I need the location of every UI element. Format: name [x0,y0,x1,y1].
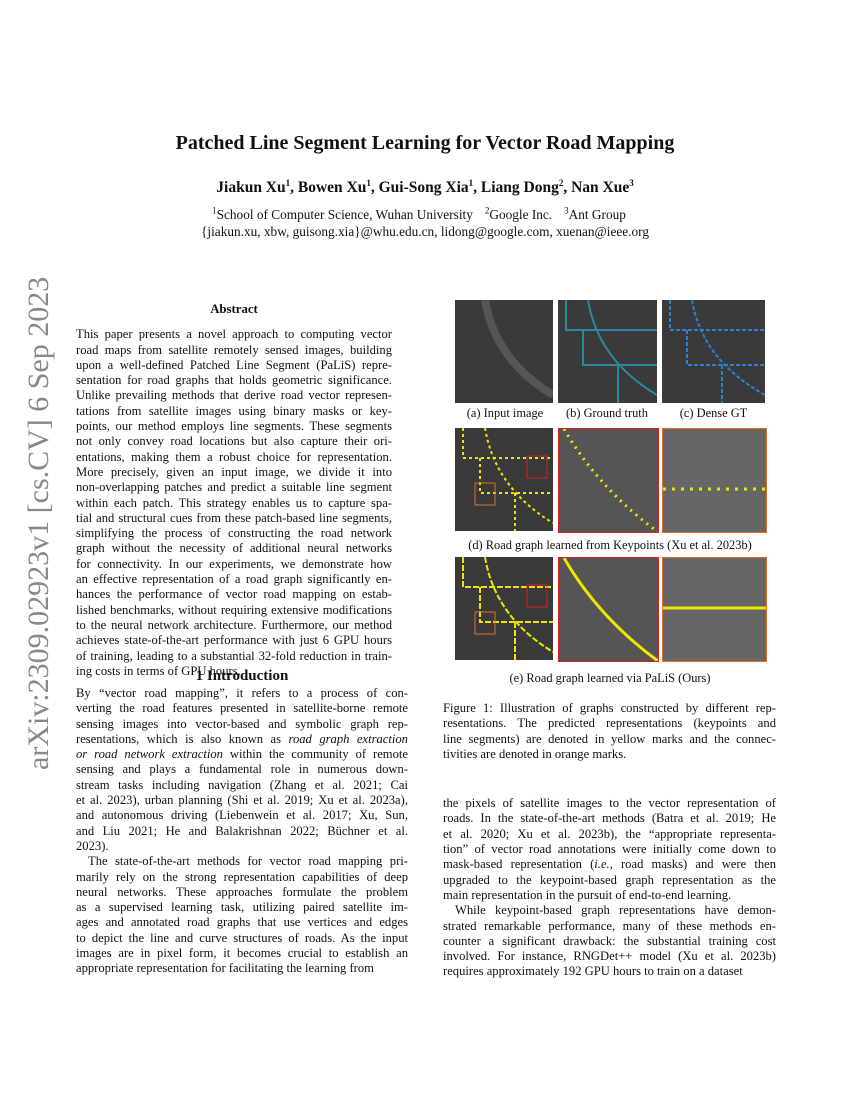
intro-paragraph-2 [76,854,408,976]
text-line: achieves state-of-the-art performance with just 6 GPU hours [76,633,392,648]
text-line: This paper presents a novel approach to computing vector [76,327,392,342]
text-line: sensing and plays a fundamental role in numerous down- [76,762,408,777]
figure-1-caption [443,701,776,762]
text-line: sensing images into vector-based and symbolic graph rep- [76,716,408,731]
text-line: neural networks. These approaches formulate the problem [76,884,408,899]
text-line: hances the performance of vector road mapping on estab- [76,587,392,602]
text-line: mask-based representation (i.e., road masks) and were then [443,857,777,872]
text-line: for connectivity. In our experiments, we demonstrate how [76,556,392,571]
right-paragraph-1 [443,796,776,903]
text-line: Unlike prevailing methods that derive road vector represen- [76,388,392,403]
text-line: The state-of-the-art methods for vector road mapping pri- [88,854,408,869]
text-line: By “vector road mapping”, it refers to a process of con- [76,686,408,700]
abstract-body [76,327,392,679]
figure-keypoints-zoom-orange [662,428,767,533]
intro-paragraph-1 [76,686,408,854]
text-line: verting the road features presented in satellite-borne remote [76,701,408,716]
figure-dense-gt [662,300,765,403]
author-name: Jiakun Xu$^1$ [216,178,291,197]
caption-d: (d) Road graph learned from Keypoints (Xu et al. 2023b) [468,538,752,552]
text-line: More precisely, given an input image, we divide it into [76,464,392,479]
text-line: marily rely on the strong representation capabilities of deep [76,869,408,884]
text-line: main representation in the pursuit of end-to-end learning. [443,887,732,902]
emails: {jiakun.xu, xbw, guisong.xia}@whu.edu.cn, lidong@google.com, xuenan@ieee.org [201,224,649,239]
text-line: tion” of vector road annotations were initially come down to [443,842,776,857]
affiliation: $^1$School of Computer Science, Wuhan University [212,206,473,223]
affiliations [0,206,850,223]
figure-ground-truth [558,300,657,403]
paper-title: Patched Line Segment Learning for Vector Road Mapping [175,132,675,154]
text-line: entations, making them a robust choice for representation. [76,449,392,464]
text-line: upgraded to the keypoint-based graph representation as the [443,872,776,887]
text-line: to depict the line and curve structures of roads. As the input [76,930,408,945]
text-line: within each patch. This strategy enables us to capture spa- [76,495,392,510]
author-name: Liang Dong$^2$ [480,178,564,197]
text-line: While keypoint-based graph representations have demon- [455,903,776,918]
figure-palis-zoom-red [558,557,659,662]
caption-line: resentations. The predicted representations (keypoints and [443,716,776,731]
author-name: Bowen Xu$^1$ [297,178,371,197]
caption-c: (c) Dense GT [679,406,748,420]
text-line: graph without the necessity of additional neural networks [76,541,392,556]
text-line: strated remarkable performance, many of these methods en- [443,918,776,933]
text-line: ages and annotated road graphs that use vertices and edges [76,915,408,930]
caption-line: tivities are denoted in orange marks. [443,746,627,761]
text-line: et al. 2020; Xu et al. 2023b), the “appropriate representa- [443,826,776,841]
arxiv-identifier: arXiv:2309.02923v1 [cs.CV] 6 Sep 2023 [22,276,55,770]
text-line: images are in pixel form, it becomes crucial to establish an [76,946,408,961]
caption-a: (a) Input image [466,406,544,420]
text-line: simplifying the process of constructing the road network [76,526,392,541]
figure-palis-zoom-orange [662,557,767,662]
text-line: sentation for road graphs that holds geometric significance. [76,373,392,388]
text-line: lished benchmarks, without requiring extensive modifications [76,602,392,617]
author-name: Gui-Song Xia$^1$ [378,178,474,197]
text-line: stream tasks including navigation (Zhang et al. 2021; Cai [76,777,408,792]
text-line: not only convey road locations but also capture their ori- [76,434,392,449]
text-line: an effective representation of a road graph significantly en- [76,572,392,587]
text-line: and Liu 2021; He and Balakrishnan 2022; Büchner et al. [76,823,408,838]
text-line: as a supervised learning task, utilizing paired satellite im- [76,900,408,915]
text-line: or road network extraction within the community of remote [76,747,408,762]
text-line: et al. 2023), urban planning (Shi et al. 2019; Xu et al. 2023a), [76,793,408,808]
caption-b: (b) Ground truth [566,406,648,420]
text-line: ing costs in terms of GPU hours. [76,663,241,678]
text-line: points, our method employs line segments. These segments [76,419,392,434]
affiliation: $^3$Ant Group [564,206,626,223]
text-line: counter a significant drawback: the substantial training cost [443,933,776,948]
text-line: involved. For instance, RNGDet++ model (Xu et al. 2023b) [443,949,776,964]
figure-keypoints-zoom-red [558,428,659,533]
text-line: road maps from satellite remotely sensed images, building [76,342,392,357]
text-line: and autonomous driving (Liebenwein et al. 2017; Xu, Sun, [76,808,408,823]
caption-line: Figure 1: Illustration of graphs constructed by different rep- [443,701,776,715]
text-line: requires approximately 192 GPU hours to train on a dataset [443,964,743,979]
abstract-heading: Abstract [210,302,258,316]
text-line: appropriate representation for facilitating the learning from [76,961,374,976]
author-name: Nan Xue$^3$ [571,178,634,197]
right-paragraph-2 [443,903,776,979]
text-line: non-overlapping patches and predict a suitable line segment [76,480,392,495]
figure-input-image [455,300,553,403]
text-line: upon a well-defined Patched Line Segment (PaLiS) repre- [76,357,392,372]
figure-keypoints-overview [455,428,553,531]
affiliation: $^2$Google Inc. [484,206,553,223]
text-line: tial and structural cues from these patch-based line segments, [76,510,392,525]
author-list: Jiakun Xu$^1$, Bowen Xu$^1$, Gui-Song Xia$^1$, Liang Dong$^2$, Nan Xue$^3$ [216,178,634,197]
text-line: of training, leading to a substantial 32-fold reduction in train- [76,648,392,663]
caption-e: (e) Road graph learned via PaLiS (Ours) [509,671,711,685]
caption-line: line segments) are denoted in yellow marks and the connec- [443,731,776,746]
section-heading-introduction: 1 Introduction [195,668,289,684]
text-line: resentations, which is also known as road graph extraction [76,731,408,746]
text-line: roads. In the state-of-the-art methods (Batra et al. 2019; He [443,811,776,826]
figure-palis-overview [455,557,553,660]
text-line: to the neural network architecture. Furthermore, our method [76,617,392,632]
text-line: tations from satellite images using binary masks or key- [76,403,392,418]
text-line: the pixels of satellite images to the vector representation of [443,796,776,811]
text-line: 2023). [76,838,109,853]
